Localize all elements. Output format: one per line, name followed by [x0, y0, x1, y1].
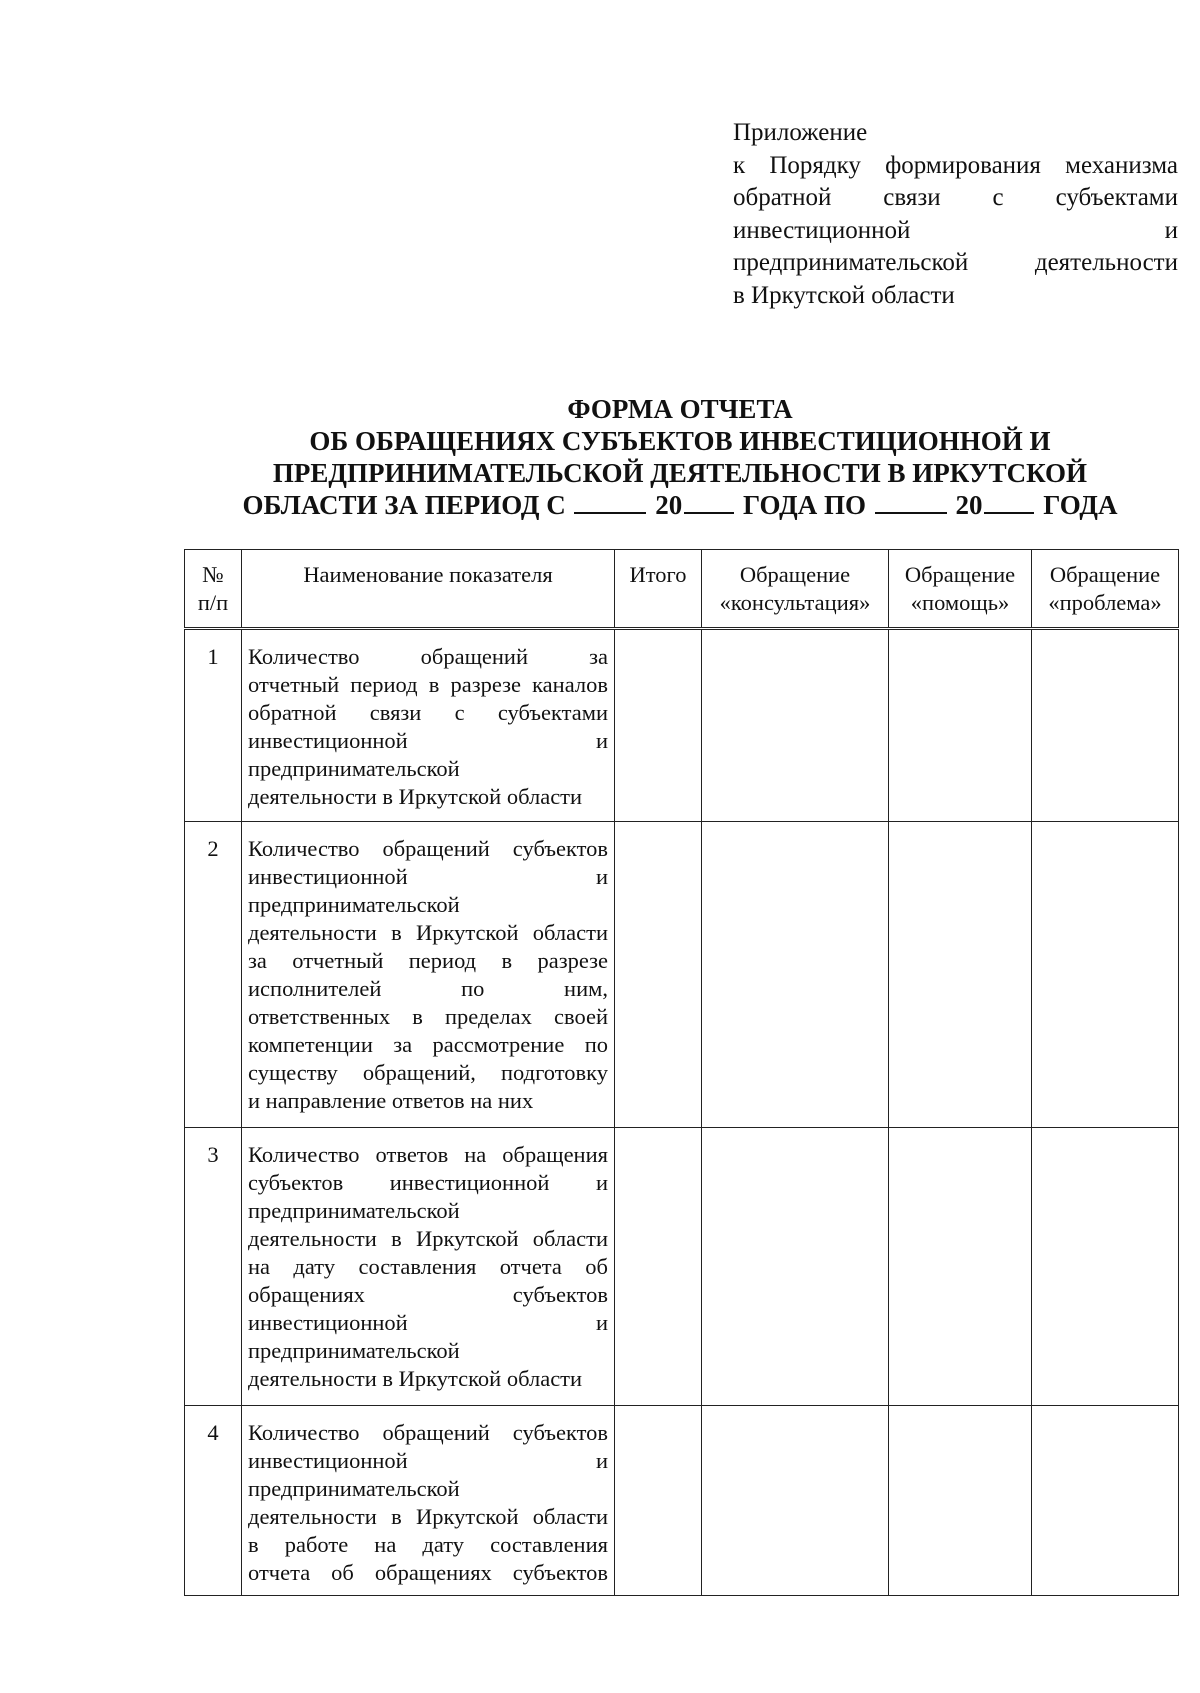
header-consult	[702, 550, 889, 629]
title-line-3: ПРЕДПРИНИМАТЕЛЬСКОЙ ДЕЯТЕЛЬНОСТИ В ИРКУТСКОЙ	[272, 458, 1088, 488]
desc-line: в работе на дату составления	[248, 1532, 608, 1557]
title-period-from-label: ОБЛАСТИ ЗА ПЕРИОД С	[242, 490, 566, 520]
row-description	[242, 629, 615, 822]
cell-problem[interactable]	[1032, 629, 1179, 822]
cell-consult[interactable]	[702, 1406, 889, 1596]
period-end-year-blank	[984, 490, 1034, 514]
appendix-line: Приложение	[733, 119, 868, 146]
row-number: 2	[185, 822, 242, 1128]
desc-line: субъектов инвестиционной и	[248, 1170, 608, 1195]
table-row	[185, 822, 1179, 1128]
appendix-block	[733, 117, 1178, 312]
header-num-line-2: п/п	[197, 590, 229, 615]
header-num	[185, 550, 242, 629]
form-title	[180, 393, 1180, 521]
row-description	[242, 1406, 615, 1596]
desc-line: обращениях субъектов	[248, 1282, 608, 1307]
cell-total[interactable]	[615, 629, 702, 822]
title-year-prefix-2: 20	[955, 490, 983, 520]
desc-line: ответственных в пределах своей	[248, 1004, 608, 1029]
table-row	[185, 1128, 1179, 1406]
cell-total[interactable]	[615, 1406, 702, 1596]
desc-line: обратной связи с субъектами	[248, 700, 608, 725]
cell-problem[interactable]	[1032, 1406, 1179, 1596]
cell-consult[interactable]	[702, 629, 889, 822]
desc-line: Количество обращений субъектов	[248, 836, 608, 861]
desc-line: Количество обращений субъектов	[248, 1420, 608, 1445]
cell-total[interactable]	[615, 1128, 702, 1406]
cell-consult[interactable]	[702, 822, 889, 1128]
cell-help[interactable]	[889, 822, 1032, 1128]
title-line-4	[180, 489, 1180, 521]
header-consult-line-1: Обращение	[739, 562, 851, 587]
title-year-prefix-1: 20	[655, 490, 683, 520]
cell-help[interactable]	[889, 629, 1032, 822]
desc-line: исполнителей по ним,	[248, 976, 608, 1001]
desc-line: деятельности в Иркутской области	[248, 1366, 583, 1391]
desc-line: Количество обращений за	[248, 644, 608, 669]
table-header-row	[185, 550, 1179, 629]
desc-line: инвестиционной и	[248, 728, 608, 753]
cell-problem[interactable]	[1032, 1128, 1179, 1406]
header-name: Наименование показателя	[242, 550, 615, 629]
desc-line: и направление ответов на них	[248, 1088, 534, 1113]
appendix-line: к Порядку формирования механизма	[733, 151, 1178, 179]
header-num-line-1: №	[202, 562, 224, 587]
desc-line: инвестиционной и	[248, 1310, 608, 1335]
title-year-suffix: ГОДА	[1043, 490, 1118, 520]
title-line-1: ФОРМА ОТЧЕТА	[567, 394, 793, 424]
desc-line: предпринимательской	[248, 1198, 460, 1223]
header-help	[889, 550, 1032, 629]
table-row	[185, 1406, 1179, 1596]
cell-help[interactable]	[889, 1128, 1032, 1406]
report-table	[184, 549, 1179, 1596]
header-problem	[1032, 550, 1179, 629]
desc-line: отчета об обращениях субъектов	[248, 1560, 608, 1585]
desc-line: предпринимательской	[248, 1338, 460, 1363]
desc-line: деятельности в Иркутской области	[248, 920, 608, 945]
appendix-line: предпринимательской деятельности	[733, 249, 1178, 276]
desc-line: деятельности в Иркутской области	[248, 1504, 608, 1529]
header-help-line-1: Обращение	[904, 562, 1016, 587]
desc-line: предпринимательской	[248, 892, 460, 917]
desc-line: деятельности в Иркутской области	[248, 784, 583, 809]
period-start-year-blank	[684, 490, 734, 514]
desc-line: инвестиционной и	[248, 864, 608, 889]
row-number: 4	[185, 1406, 242, 1596]
row-number: 1	[185, 629, 242, 822]
header-problem-line-1: Обращение	[1049, 562, 1161, 587]
period-start-blank	[574, 490, 646, 514]
header-problem-line-2: «проблема»	[1048, 590, 1162, 615]
appendix-line: в Иркутской области	[733, 281, 955, 309]
header-consult-line-2: «консультация»	[719, 590, 871, 615]
table-row	[185, 629, 1179, 822]
desc-line: существу обращений, подготовку	[248, 1060, 608, 1085]
cell-problem[interactable]	[1032, 822, 1179, 1128]
desc-line: Количество ответов на обращения	[248, 1142, 608, 1167]
desc-line: на дату составления отчета об	[248, 1254, 608, 1279]
appendix-line: обратной связи с субъектами	[733, 184, 1178, 211]
desc-line: предпринимательской	[248, 756, 460, 781]
row-number: 3	[185, 1128, 242, 1406]
title-line-2: ОБ ОБРАЩЕНИЯХ СУБЪЕКТОВ ИНВЕСТИЦИОННОЙ И	[309, 426, 1051, 456]
cell-help[interactable]	[889, 1406, 1032, 1596]
cell-total[interactable]	[615, 822, 702, 1128]
row-description	[242, 822, 615, 1128]
header-help-line-2: «помощь»	[910, 590, 1010, 615]
desc-line: компетенции за рассмотрение по	[248, 1032, 608, 1057]
title-period-to-label: ГОДА ПО	[742, 490, 866, 520]
period-end-blank	[875, 490, 947, 514]
cell-consult[interactable]	[702, 1128, 889, 1406]
desc-line: за отчетный период в разрезе	[248, 948, 608, 973]
desc-line: отчетный период в разрезе каналов	[248, 672, 608, 697]
desc-line: инвестиционной и	[248, 1448, 608, 1473]
appendix-line: инвестиционной и	[733, 216, 1178, 244]
row-description	[242, 1128, 615, 1406]
desc-line: деятельности в Иркутской области	[248, 1226, 608, 1251]
desc-line: предпринимательской	[248, 1476, 460, 1501]
header-total: Итого	[615, 550, 702, 629]
